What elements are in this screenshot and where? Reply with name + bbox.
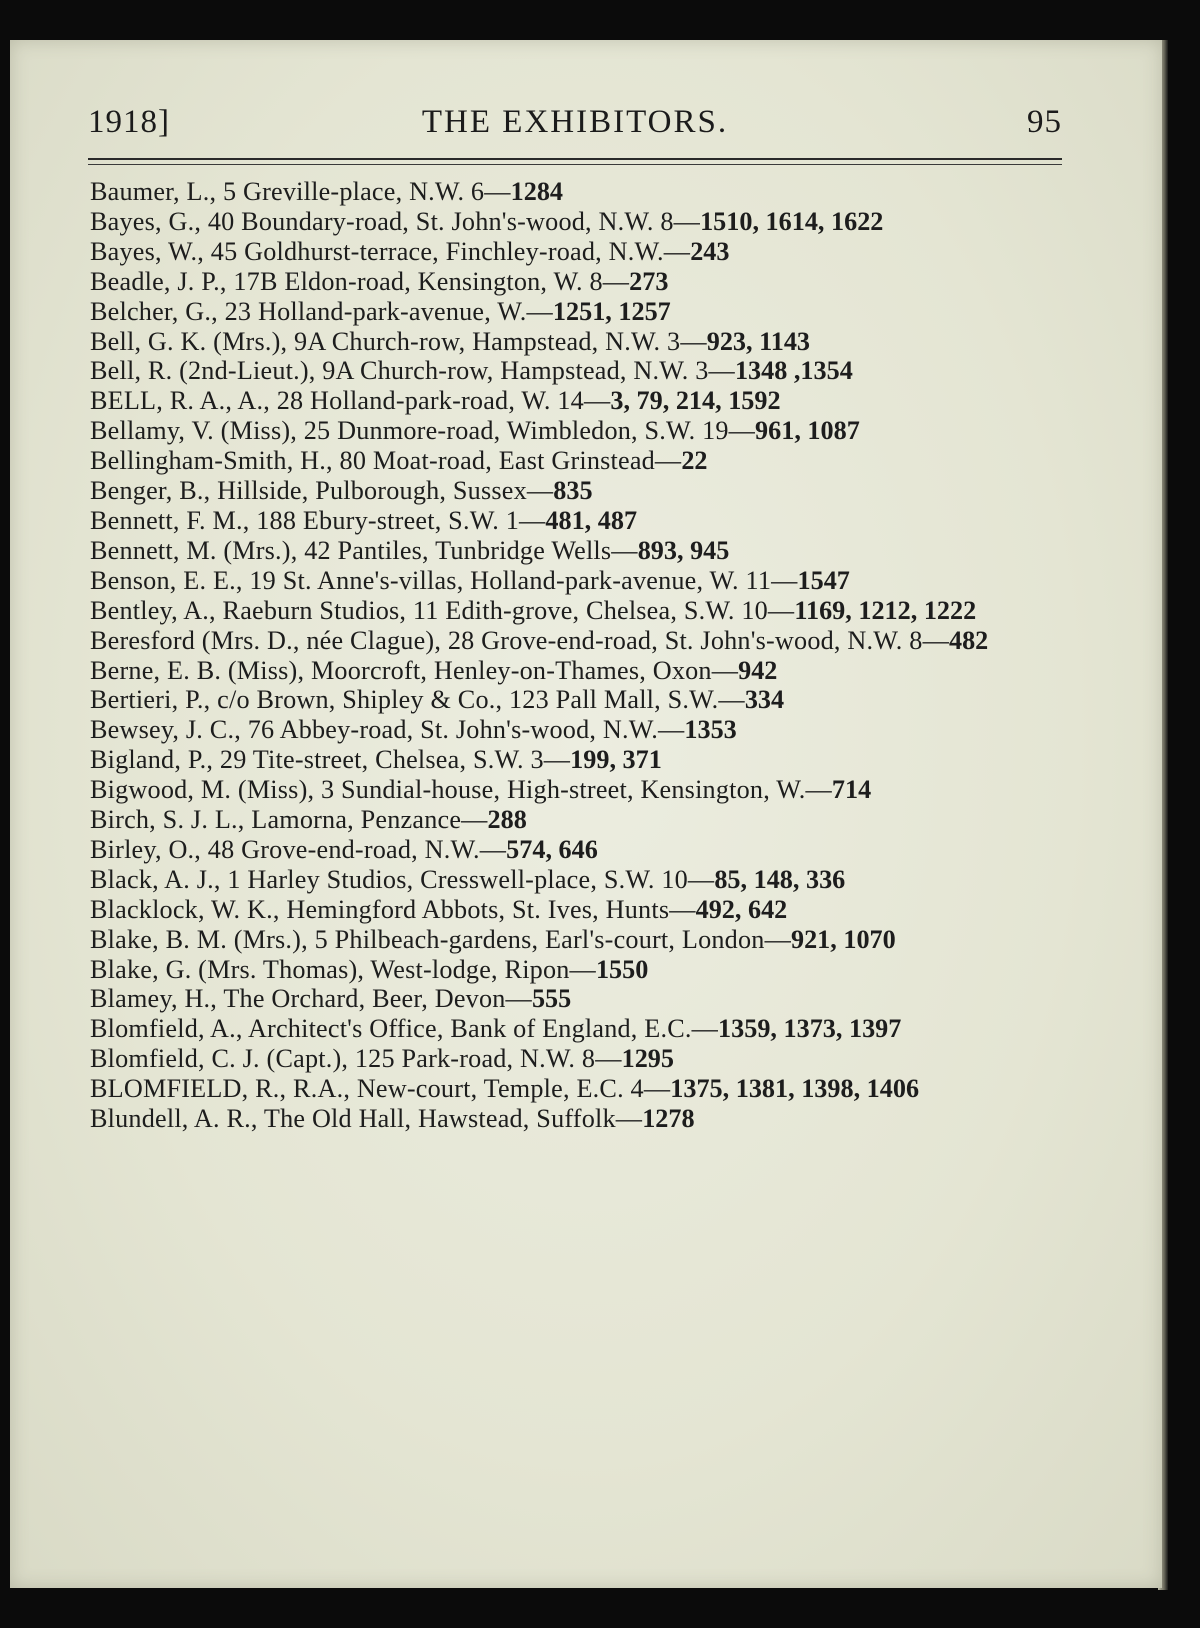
exhibitor-address: Bennett, M. (Mrs.), 42 Pantiles, Tunbridge Wells— <box>90 535 638 565</box>
catalogue-numbers: 1353 <box>684 715 737 745</box>
catalogue-numbers: 574, 646 <box>506 834 598 864</box>
exhibitor-address: Belcher, G., 23 Holland-park-avenue, W.— <box>90 296 553 326</box>
exhibitor-address: Bayes, W., 45 Goldhurst-terrace, Finchley-road, N.W.— <box>90 236 691 266</box>
catalogue-numbers: 22 <box>681 446 708 476</box>
catalogue-numbers: 1278 <box>642 1104 695 1134</box>
catalogue-numbers: 555 <box>531 984 572 1014</box>
catalogue-numbers: 1375, 1381, 1398, 1406 <box>670 1074 920 1104</box>
list-item <box>90 865 1065 895</box>
list-item <box>90 715 1065 745</box>
catalogue-numbers: 85, 148, 336 <box>714 864 846 894</box>
running-head <box>88 104 1062 148</box>
list-item <box>90 327 1065 357</box>
catalogue-numbers: 1348 ,1354 <box>734 356 853 386</box>
catalogue-numbers: 334 <box>744 685 785 715</box>
list-item <box>90 207 1065 237</box>
list-item <box>90 386 1065 416</box>
exhibitor-address: Bigwood, M. (Miss), 3 Sundial-house, High-street, Kensington, W.— <box>90 775 832 805</box>
list-item <box>90 955 1065 985</box>
list-item <box>90 506 1065 536</box>
catalogue-numbers: 893, 945 <box>637 535 730 565</box>
catalogue-numbers: 1251, 1257 <box>552 296 671 326</box>
catalogue-numbers: 1169, 1212, 1222 <box>794 595 977 625</box>
list-item <box>90 1104 1065 1134</box>
list-item <box>90 566 1065 596</box>
catalogue-numbers: 481, 487 <box>545 505 638 535</box>
exhibitor-address: Bertieri, P., c/o Brown, Shipley & Co., 123 Pall Mall, S.W.— <box>90 685 745 715</box>
catalogue-numbers: 923, 1143 <box>706 326 811 356</box>
exhibitor-address: Blake, G. (Mrs. Thomas), West-lodge, Ripon— <box>90 954 596 984</box>
page-number: 95 <box>1027 104 1062 140</box>
exhibitor-address: Berne, E. B. (Miss), Moorcroft, Henley-on-Thames, Oxon— <box>90 655 739 685</box>
exhibitor-address: Birch, S. J. L., Lamorna, Penzance— <box>90 805 488 835</box>
book-page <box>10 40 1162 1588</box>
exhibitor-address: Blamey, H., The Orchard, Beer, Devon— <box>90 984 532 1014</box>
list-item <box>90 656 1065 686</box>
catalogue-numbers: 1359, 1373, 1397 <box>718 1014 902 1044</box>
list-item <box>90 297 1065 327</box>
catalogue-numbers: 482 <box>948 625 989 655</box>
list-item <box>90 536 1065 566</box>
list-item <box>90 895 1065 925</box>
exhibitor-address: Bayes, G., 40 Boundary-road, St. John's-wood, N.W. 8— <box>90 206 701 236</box>
catalogue-numbers: 1550 <box>595 954 649 984</box>
list-item <box>90 775 1065 805</box>
exhibitor-address: Birley, O., 48 Grove-end-road, N.W.— <box>90 834 507 864</box>
exhibitor-address: Beresford (Mrs. D., née Clague), 28 Grove-end-road, St. John's-wood, N.W. 8— <box>90 625 949 655</box>
exhibitor-address: Bellingham-Smith, H., 80 Moat-road, East Grinstead— <box>90 446 682 476</box>
exhibitor-address: Blacklock, W. K., Hemingford Abbots, St. Ives, Hunts— <box>90 894 696 924</box>
catalogue-numbers: 492, 642 <box>695 894 788 924</box>
list-item <box>90 1044 1065 1074</box>
list-item <box>90 416 1065 446</box>
catalogue-numbers: 714 <box>831 775 872 805</box>
exhibitor-address: Benger, B., Hillside, Pulborough, Sussex— <box>90 476 554 506</box>
exhibitor-list <box>90 177 1065 1134</box>
header-year: 1918] <box>88 104 170 140</box>
exhibitor-address: Blomfield, A., Architect's Office, Bank of England, E.C.— <box>90 1014 719 1044</box>
list-item <box>90 805 1065 835</box>
catalogue-numbers: 961, 1087 <box>755 416 860 446</box>
list-item <box>90 356 1065 386</box>
exhibitor-address: Bell, R. (2nd-Lieut.), 9A Church-row, Hampstead, N.W. 3— <box>90 356 735 386</box>
exhibitor-address: BELL, R. A., A., 28 Holland-park-road, W. 14— <box>90 386 611 416</box>
exhibitor-address: Bellamy, V. (Miss), 25 Dunmore-road, Wimbledon, S.W. 19— <box>90 416 756 446</box>
exhibitor-address: Bentley, A., Raeburn Studios, 11 Edith-grove, Chelsea, S.W. 10— <box>90 595 795 625</box>
list-item <box>90 177 1065 207</box>
catalogue-numbers: 1510, 1614, 1622 <box>700 206 884 236</box>
list-item <box>90 596 1065 626</box>
list-item <box>90 476 1065 506</box>
catalogue-numbers: 835 <box>553 476 593 506</box>
list-item <box>90 984 1065 1014</box>
catalogue-numbers: 199, 371 <box>570 745 662 775</box>
list-item <box>90 267 1065 297</box>
exhibitor-address: Blake, B. M. (Mrs.), 5 Philbeach-gardens, Earl's-court, London— <box>90 924 791 954</box>
exhibitor-address: BLOMFIELD, R., R.A., New-court, Temple, E.C. 4— <box>90 1074 671 1104</box>
header-rule <box>88 158 1062 160</box>
list-item <box>90 685 1065 715</box>
list-item <box>90 835 1065 865</box>
list-item <box>90 1014 1065 1044</box>
exhibitor-address: Bewsey, J. C., 76 Abbey-road, St. John's-wood, N.W.— <box>90 715 685 745</box>
list-item <box>90 446 1065 476</box>
list-item <box>90 1074 1065 1104</box>
catalogue-numbers: 942 <box>738 655 778 685</box>
list-item <box>90 745 1065 775</box>
exhibitor-address: Bell, G. K. (Mrs.), 9A Church-row, Hampstead, N.W. 3— <box>90 326 707 356</box>
catalogue-numbers: 921, 1070 <box>790 924 896 954</box>
exhibitor-address: Beadle, J. P., 17B Eldon-road, Kensington, W. 8— <box>90 266 630 296</box>
catalogue-numbers: 1547 <box>797 565 850 595</box>
exhibitor-address: Baumer, L., 5 Greville-place, N.W. 6— <box>90 177 511 206</box>
list-item <box>90 925 1065 955</box>
exhibitor-address: Bennett, F. M., 188 Ebury-street, S.W. 1— <box>90 505 546 535</box>
catalogue-numbers: 243 <box>690 236 730 266</box>
list-item <box>90 626 1065 656</box>
exhibitor-address: Blomfield, C. J. (Capt.), 125 Park-road, N.W. 8— <box>90 1044 622 1074</box>
exhibitor-address: Benson, E. E., 19 St. Anne's-villas, Holland-park-avenue, W. 11— <box>90 565 798 595</box>
catalogue-numbers: 288 <box>487 805 527 835</box>
catalogue-numbers: 3, 79, 214, 1592 <box>610 386 781 416</box>
catalogue-numbers: 273 <box>629 266 669 296</box>
page-title: THE EXHIBITORS. <box>421 104 729 140</box>
list-item <box>90 237 1065 267</box>
exhibitor-address: Bigland, P., 29 Tite-street, Chelsea, S.W. 3— <box>90 745 571 775</box>
exhibitor-address: Blundell, A. R., The Old Hall, Hawstead, Suffolk— <box>90 1104 643 1134</box>
catalogue-numbers: 1295 <box>621 1044 674 1074</box>
exhibitor-address: Black, A. J., 1 Harley Studios, Cresswell-place, S.W. 10— <box>90 864 715 894</box>
catalogue-numbers: 1284 <box>510 177 563 206</box>
header-rule-thin <box>88 164 1062 165</box>
